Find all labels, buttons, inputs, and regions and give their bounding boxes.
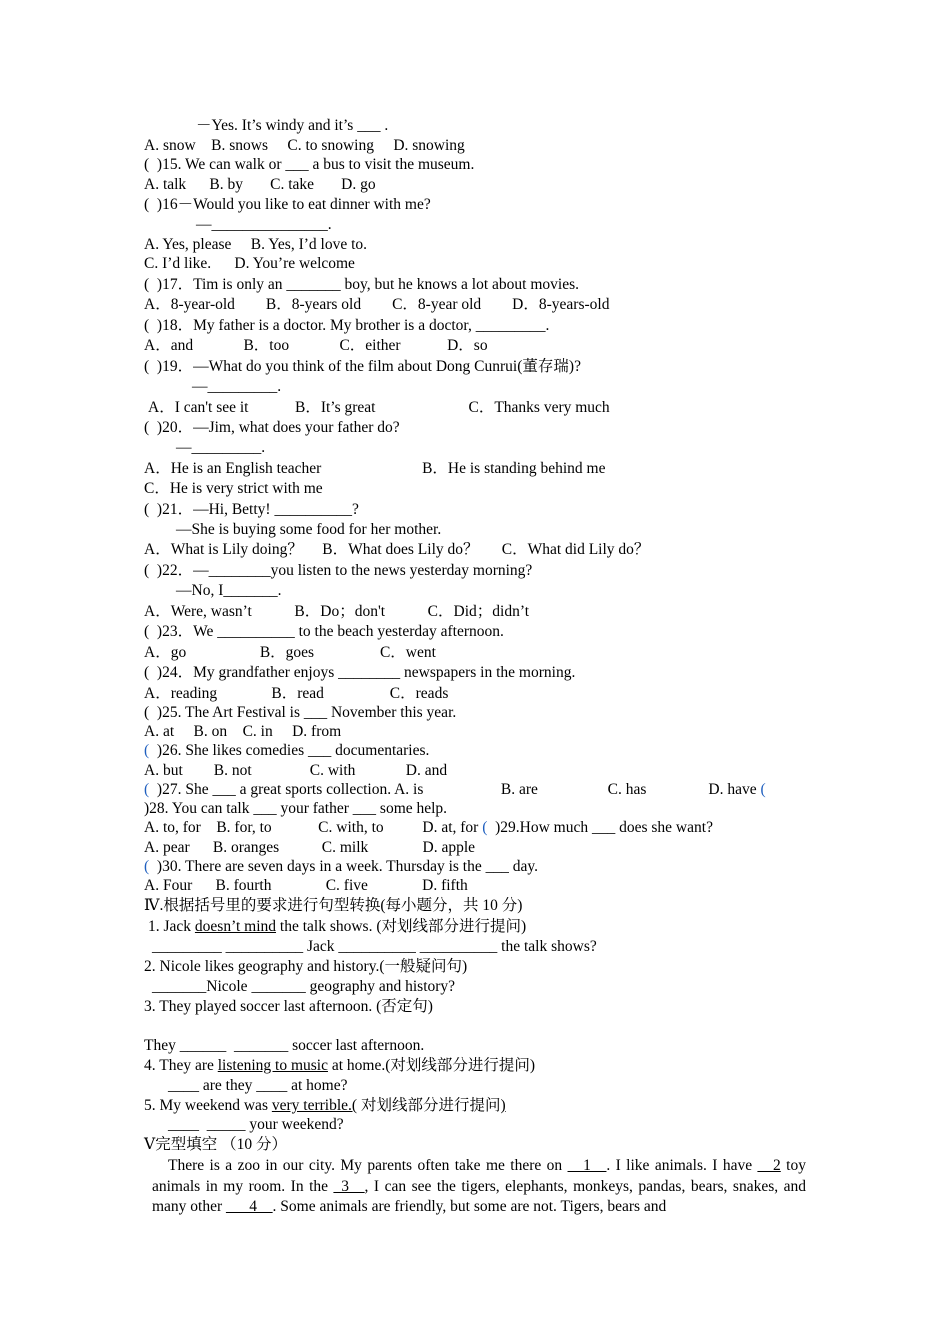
text-line [144,500,359,520]
text-line [148,398,610,418]
text-line [144,1096,506,1116]
text-segment: 1. Jack [148,918,195,935]
text-segment: ( [760,781,766,798]
text-line [196,116,388,136]
text-line [144,876,468,896]
text-segment: 对划线部分进行提问 [357,1097,501,1114]
text-line [196,215,332,235]
text-segment: A. Yes, please B. Yes, I’d love to. [144,236,368,253]
text-line [144,479,323,499]
text-segment: A. snow B. snows C. to snowing D. snowing [144,137,465,154]
text-segment: ( [144,858,150,875]
text-segment: —_________. [192,378,282,395]
underlined-text: listening to music [217,1057,328,1074]
text-line [144,857,538,877]
text-line [176,581,281,601]
text-line [144,703,456,723]
text-line [144,761,447,781]
text-line [144,957,467,977]
blank-number: __1__ [567,1157,607,1174]
text-segment: 2. Nicole likes geography and history.(一般疑问句) [144,958,468,975]
text-segment: They ______ _______ soccer last afternoon. [144,1037,425,1054]
text-segment: —She is buying some food for her mother. [176,521,442,538]
passage-text: . I like animals. I have [606,1157,758,1174]
text-segment: A．go B．goes C．went [144,644,436,661]
text-segment: ( )25. The Art Festival is ___ November this year. [144,704,457,721]
text-segment: A．reading B．read C．reads [144,685,449,702]
text-segment: A. pear B. oranges C. milk D. apple [144,839,476,856]
text-line [176,438,265,458]
text-segment: ( )21．—Hi, Betty! __________? [144,501,359,518]
text-segment: ( [144,781,150,798]
text-segment: A. to, for B. for, to C. with, to D. at, for [144,819,483,836]
text-segment: Ⅳ.根据括号里的要求进行句型转换(每小题分，共 10 分) [144,897,523,914]
text-segment: _________ __________ Jack __________ __________ the talk shows? [152,938,597,955]
text-line [144,418,400,438]
text-segment: —_______________. [196,216,332,233]
text-segment: ( )15. We can walk or ___ a bus to visit the museum. [144,156,475,173]
text-line [144,663,575,683]
text-segment: A．I can't see it B．It’s great C．Thanks very much [148,399,610,416]
blank-number: ___4__ [226,1198,273,1215]
text-line [168,1076,347,1096]
text-line [144,459,605,479]
text-segment: C．He is very strict with me [144,480,323,497]
text-segment: 5. My weekend was [144,1097,272,1114]
text-segment: ____ _____ your weekend? [168,1116,344,1133]
text-segment: —No, I_______. [176,582,282,599]
text-line [144,195,431,215]
text-line [144,896,522,916]
text-segment: ( )20．—Jim, what does your father do? [144,419,400,436]
text-segment: ( )16－Would you like to eat dinner with me? [144,196,431,213]
text-segment: A. but B. not C. with D. and [144,762,448,779]
blank-number: __2 [757,1157,781,1174]
text-segment: A. at B. on C. in D. from [144,723,342,740]
text-line [144,155,474,175]
text-line [176,520,441,540]
underlined-text: ) [500,1097,506,1114]
text-segment: A．Were, wasn’t B．Do；don't C．Did；didn’t [144,603,530,620]
text-segment: )30. There are seven days in a week. Thursday is the ___ day. [149,858,538,875]
text-segment: )26. She likes comedies ___ documentaries. [149,742,430,759]
text-line [144,602,529,622]
text-line [144,336,488,356]
text-line [144,295,609,315]
cloze-passage [152,1156,806,1218]
text-segment: ( )22．—________you listen to the news yesterday morning? [144,562,533,579]
text-line [152,937,597,957]
underlined-text: very terrible.( [271,1097,358,1114]
text-line [144,622,504,642]
text-segment: )29.How much ___ does she want? [487,819,713,836]
text-segment: ____ are they ____ at home? [168,1077,348,1094]
passage-text: , I can see the tigers, elephants, monkeys, pandas, bears, snakes, and many other [152,1177,806,1215]
text-line [144,643,436,663]
text-line [144,540,649,560]
text-segment: A．8-year-old B．8-years old C．8-year old D．8-years-old [144,296,610,313]
text-line [144,254,355,274]
text-line [144,1135,287,1155]
text-line [192,377,281,397]
text-segment: A．He is an English teacher B．He is standing behind me [144,460,606,477]
text-segment: A. talk B. by C. take D. go [144,176,376,193]
text-segment: A. Four B. fourth C. five D. fifth [144,877,468,894]
text-segment: ( )17．Tim is only an _______ boy, but he knows a lot about movies. [144,276,579,293]
text-segment: ( )23．We __________ to the beach yesterday afternoon. [144,623,504,640]
text-line [144,684,448,704]
text-line [144,235,367,255]
text-line [144,722,341,742]
text-line [144,741,429,761]
text-segment: A．and B．too C．either D．so [144,337,488,354]
underlined-text: doesn’t mind [194,918,277,935]
text-segment: －Yes. It’s windy and it’s ___ . [196,117,389,134]
text-line [148,917,526,937]
text-segment: ( )24．My grandfather enjoys ________ newspapers in the morning. [144,664,576,681]
text-segment: _______Nicole _______ geography and history? [152,978,456,995]
text-line [144,1056,535,1076]
text-line [144,136,465,156]
text-line [152,977,455,997]
text-line [144,1036,424,1056]
text-segment: ( )18．My father is a doctor. My brother is a doctor, _________. [144,317,550,334]
text-segment: )28. You can talk ___ your father ___ some help. [144,800,448,817]
text-line [144,997,433,1017]
text-line [168,1115,344,1135]
text-line [144,561,532,581]
text-line [144,838,475,858]
text-segment: at home.(对划线部分进行提问) [327,1057,536,1074]
text-line [144,316,549,336]
text-segment: the talk shows. (对划线部分进行提问) [276,918,527,935]
text-line [144,780,766,800]
text-segment: )27. She ___ a great sports collection. A. is B. are C. has D. have [149,781,761,798]
passage-text: There is a zoo in our city. My parents often take me there on [168,1157,568,1174]
text-segment: ( [482,819,488,836]
text-segment: ( )19．—What do you think of the film about Dong Cunrui(董存瑞)? [144,358,581,375]
text-segment: 3. They played soccer last afternoon. (否定句) [144,998,433,1015]
text-line [144,357,581,377]
text-line [144,275,579,295]
text-segment: 4. They are [144,1057,218,1074]
text-segment: ( [144,742,150,759]
passage-text: toy animals in my room. In the [152,1157,806,1195]
text-line [144,799,447,819]
passage-text: . Some animals are friendly, but some are not. Tigers, bears and [272,1198,667,1215]
text-line [144,818,713,838]
text-segment: A．What is Lily doing？ B．What does Lily do？ C．What did Lily do？ [144,541,650,558]
text-segment: C. I’d like. D. You’re welcome [144,255,355,272]
blank-number: _3__ [333,1177,365,1195]
text-line [144,175,376,195]
text-segment: —_________. [176,439,266,456]
text-segment: Ⅴ完型填空 （10 分） [144,1136,287,1153]
